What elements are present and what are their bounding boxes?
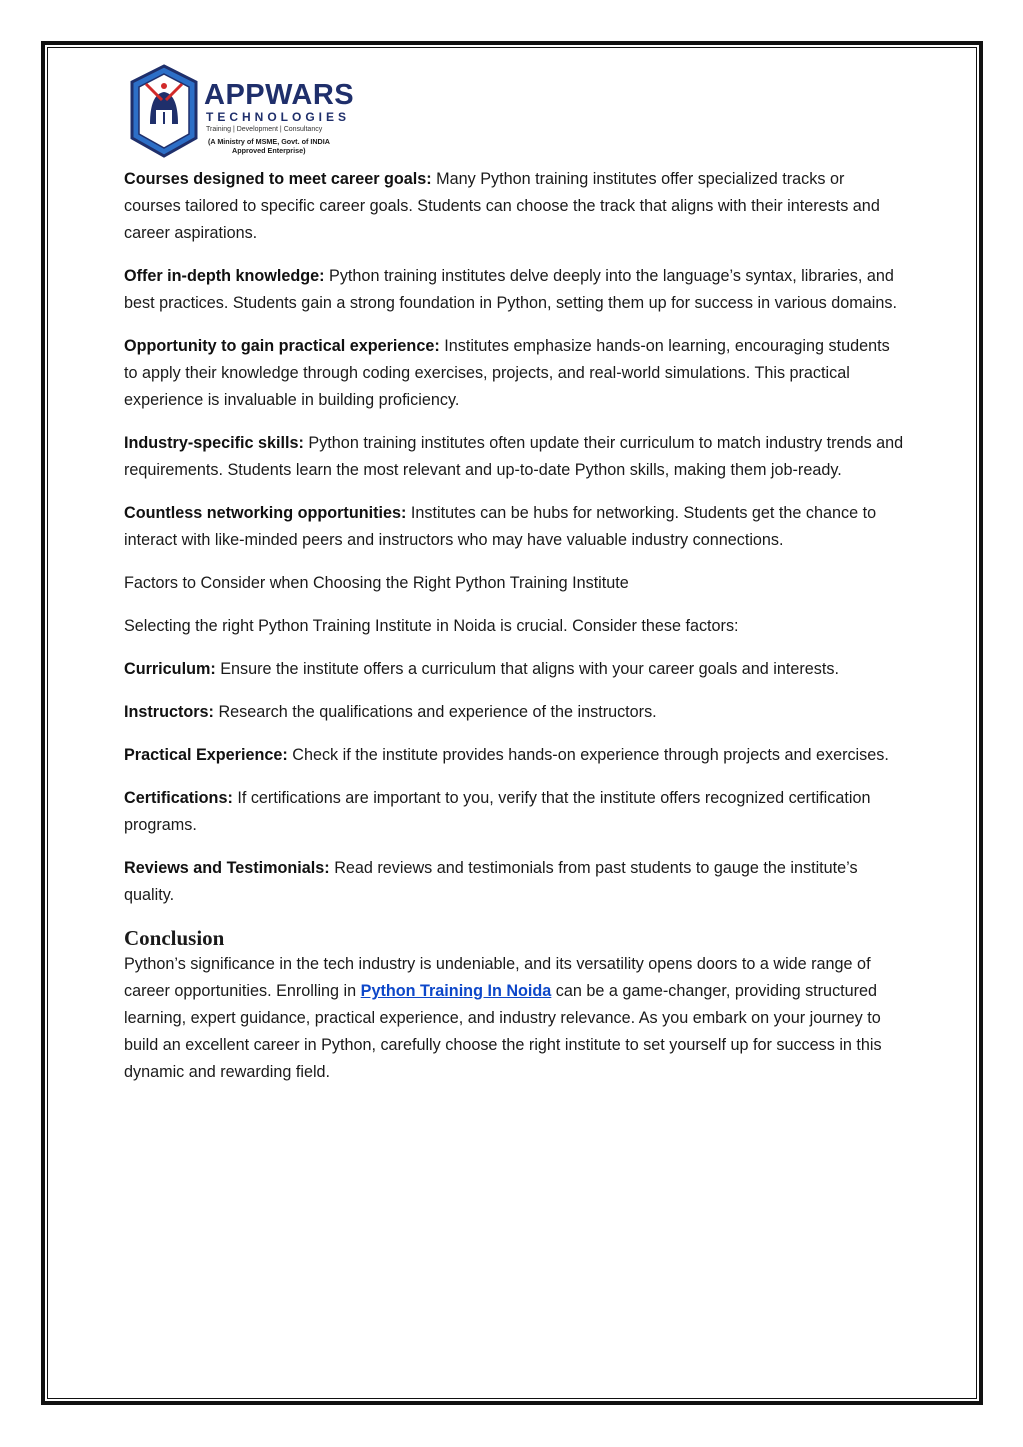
factor-label: Certifications: — [124, 789, 233, 807]
benefit-label: Courses designed to meet career goals: — [124, 170, 432, 188]
factor-text: Read reviews and testimonials from past students to gauge the institute’s quality. — [124, 859, 858, 904]
appwars-logo — [128, 64, 358, 164]
benefit-text: Python training institutes often update their curriculum to match industry trends and requirements. Students learn the most relevant and up-to-date Python skills, making them job-ready. — [124, 434, 904, 479]
selecting-text: Selecting the right Python Training Institute in Noida is crucial. Consider these factors: — [124, 617, 739, 635]
factor-label: Instructors: — [124, 703, 214, 721]
logo-tagline: Training | Development | Consultancy — [206, 126, 323, 133]
benefit-paragraph — [124, 333, 904, 414]
logo-note-line1: (A Ministry of MSME, Govt. of INDIA — [208, 137, 330, 146]
factor-label: Practical Experience: — [124, 746, 288, 764]
benefit-label: Offer in-depth knowledge: — [124, 267, 325, 285]
benefit-text: Institutes emphasize hands-on learning, encouraging students to apply their knowledge through coding exercises, projects, and real-world simulations. This practical experience is invaluable in building proficiency. — [124, 337, 890, 409]
factors-title: Factors to Consider when Choosing the Right Python Training Institute — [124, 574, 629, 592]
benefit-label: Opportunity to gain practical experience: — [124, 337, 440, 355]
factor-text: Ensure the institute offers a curriculum that aligns with your career goals and interests. — [215, 660, 839, 678]
factor-paragraph — [124, 855, 904, 909]
factor-paragraph — [124, 742, 904, 769]
benefit-paragraph — [124, 430, 904, 484]
benefit-text: Many Python training institutes offer specialized tracks or courses tailored to specific career goals. Students can choose the track that aligns with their interests and career aspirations. — [124, 170, 880, 242]
document-body — [124, 166, 904, 1102]
conclusion-heading: Conclusion — [124, 926, 225, 950]
factor-label: Curriculum: — [124, 660, 216, 678]
factor-paragraph — [124, 785, 904, 839]
conclusion-text-after: can be a game-changer, providing structured learning, expert guidance, practical experience, and industry relevance. As you embark on your journey to build an excellent career in Python, carefully choose the right institute to set yourself up for success in this dynamic and rewarding field. — [124, 982, 882, 1081]
factor-text: If certifications are important to you, verify that the institute offers recognized certification programs. — [124, 789, 871, 834]
factor-paragraph — [124, 699, 904, 726]
factor-label: Reviews and Testimonials: — [124, 859, 330, 877]
benefit-paragraph — [124, 263, 904, 317]
benefit-paragraph — [124, 166, 904, 247]
benefit-text: Python training institutes delve deeply into the language’s syntax, libraries, and best practices. Students gain a strong foundation in Python, setting them up for success in various domains. — [124, 267, 897, 312]
factor-paragraph — [124, 656, 904, 683]
conclusion-paragraph — [124, 951, 904, 1086]
benefit-label: Industry-specific skills: — [124, 434, 304, 452]
benefit-label: Countless networking opportunities: — [124, 504, 407, 522]
factor-text: Research the qualifications and experience of the instructors. — [213, 703, 657, 721]
factor-text: Check if the institute provides hands-on experience through projects and exercises. — [287, 746, 889, 764]
logo-note-line2: Approved Enterprise) — [232, 146, 306, 155]
conclusion-text-before: Python’s significance in the tech industry is undeniable, and its versatility opens doors to a wide range of career opportunities. Enrolling in — [124, 955, 871, 1000]
benefit-text: Institutes can be hubs for networking. Students get the chance to interact with like-minded peers and instructors who may have valuable industry connections. — [124, 504, 877, 549]
benefit-paragraph — [124, 500, 904, 554]
python-training-link[interactable]: Python Training In Noida — [360, 982, 552, 1000]
logo-brand: APPWARS — [204, 79, 355, 111]
logo-sub: TECHNOLOGIES — [206, 110, 351, 124]
